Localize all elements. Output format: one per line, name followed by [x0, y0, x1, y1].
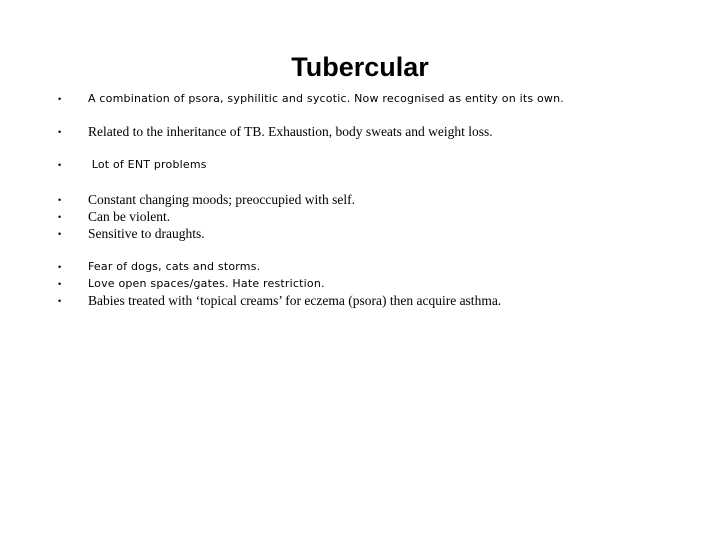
bullet-icon: •: [58, 94, 62, 104]
bullet-icon: •: [58, 212, 62, 222]
bullet-text: Related to the inheritance of TB. Exhaustion, body sweats and weight loss.: [88, 124, 493, 139]
bullet-text: A combination of psora, syphilitic and sycotic. Now recognised as entity on its own.: [88, 92, 564, 105]
bullet-text: Can be violent.: [88, 209, 171, 224]
bullet-icon: •: [58, 127, 62, 137]
slide-title-text: Tubercular: [291, 52, 429, 82]
bullet-text: Babies treated with ‘topical creams’ for eczema (psora) then acquire asthma.: [88, 293, 502, 308]
bullet-text: Constant changing moods; preoccupied with self.: [88, 192, 355, 207]
bullet-item: [58, 122, 708, 142]
bullet-icon: •: [58, 160, 62, 170]
bullet-item: [58, 89, 708, 109]
bullet-icon: •: [58, 262, 62, 272]
bullet-item: [58, 155, 708, 175]
bullet-icon: •: [58, 279, 62, 289]
slide-title: [0, 50, 720, 84]
bullet-text: Love open spaces/gates. Hate restriction.: [88, 277, 325, 290]
bullet-item: [58, 291, 708, 311]
bullet-text: Lot of ENT problems: [88, 158, 207, 171]
bullet-text: Sensitive to draughts.: [88, 226, 205, 241]
bullet-icon: •: [58, 229, 62, 239]
bullet-text: Fear of dogs, cats and storms.: [88, 260, 261, 273]
bullet-icon: •: [58, 296, 62, 306]
bullet-item: [58, 224, 708, 244]
bullet-icon: •: [58, 195, 62, 205]
